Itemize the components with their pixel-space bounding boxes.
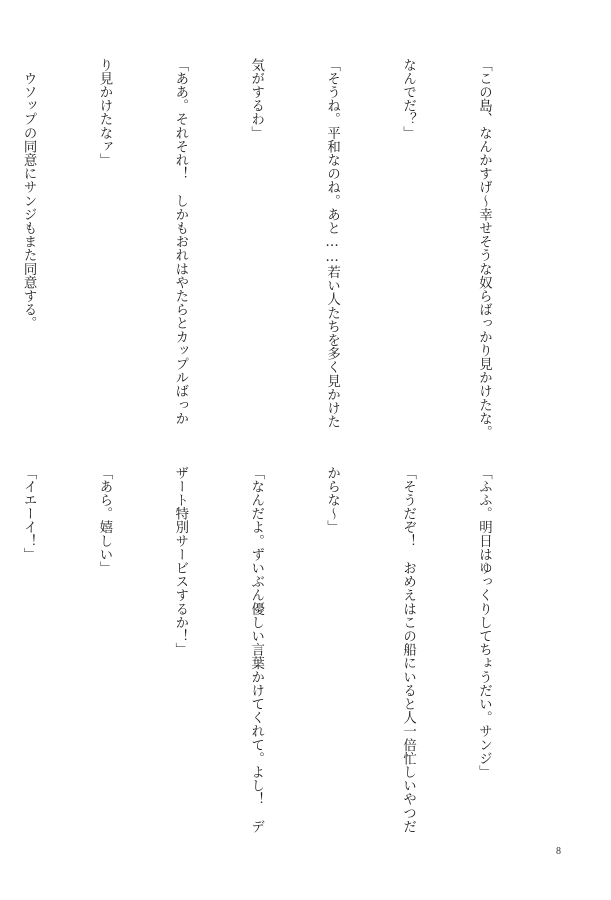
text-line: ウソップの同意にサンジもまた同意する。 [21,58,37,330]
text-line: 「イエーイ！」 [21,466,37,562]
text-line: 「ああ。それそれ！ しかもおれはやたらとカップルばっか [172,58,188,426]
text-line: なんでだ？」 [400,58,416,140]
text-line: 「あら。嬉しい」 [96,466,112,575]
text-block-bottom [0,466,547,834]
text-line: 気がするわ」 [248,58,264,140]
text-line: からな〜」 [324,466,340,534]
text-line: 「そうね。平和なのね。あと……若い人たちを多く見かけた [324,58,340,429]
page-number: 8 [556,846,561,857]
text-line: り見かけたなァ」 [96,58,112,167]
text-line: 「ふふ。明日はゆっくりしてちょうだい。サンジ」 [476,466,492,779]
text-line: 「そうだぞ！ おめえはこの船にいると人一倍忙しいやつだ [400,466,416,834]
text-line: ザート特別サービスするか！」 [172,466,188,657]
text-line: 「この島、なんかすげ〜幸せそうな奴らばっかり見かけたな。 [476,58,492,439]
text-line: 「なんだよ。ずいぶん優しい言葉かけてくれて。よし！ デ [248,466,264,834]
text-block-top [0,58,547,439]
